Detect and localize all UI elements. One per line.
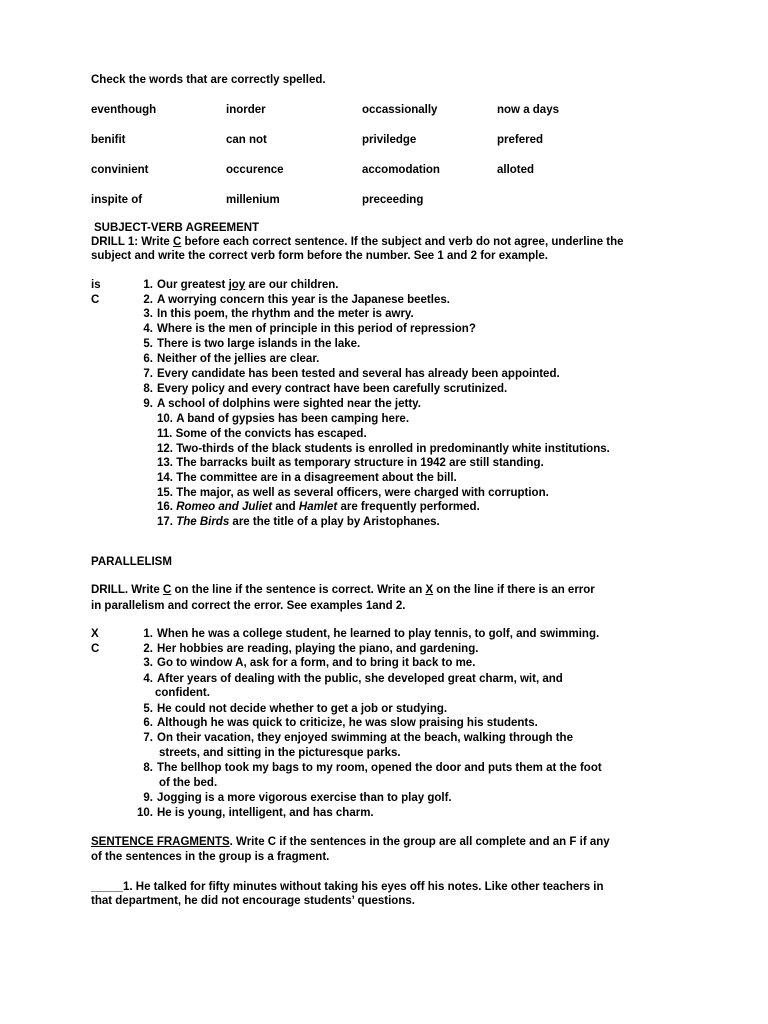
list-item: 10. He is young, intelligent, and has charm. — [137, 807, 374, 819]
fragments-instruction-line2: of the sentences in the group is a fragment. — [91, 851, 330, 863]
list-item: 9. Jogging is a more vigorous exercise than to play golf. — [143, 792, 452, 804]
list-item: 15. The major, as well as several officers, were charged with corruption. — [157, 487, 549, 499]
list-item: 16. Romeo and Juliet and Hamlet are frequently performed. — [157, 501, 480, 513]
list-item: X 1. When he was a college student, he learned to play tennis, to golf, and swimming. — [91, 628, 600, 640]
list-item-continuation: of the bed. — [159, 777, 218, 789]
list-item: 4. Where is the men of principle in this period of repression? — [143, 323, 476, 335]
spelling-word: alloted — [497, 164, 535, 176]
spelling-word: occassionally — [362, 104, 438, 116]
list-item: is 1. Our greatest joy are our children. — [91, 279, 339, 291]
list-item: 6. Neither of the jellies are clear. — [143, 353, 320, 365]
parallelism-heading: PARALLELISM — [91, 556, 172, 568]
list-item: 3. In this poem, the rhythm and the meter is awry. — [143, 308, 414, 320]
list-item: 7. Every candidate has been tested and several has already been appointed. — [143, 368, 560, 380]
parallelism-drill-line2: in parallelism and correct the error. See examples 1and 2. — [91, 600, 406, 612]
list-item-continuation: streets, and sitting in the picturesque parks. — [159, 747, 401, 759]
spelling-word: convinient — [91, 164, 149, 176]
spelling-word: can not — [226, 134, 267, 146]
list-item: 10. A band of gypsies has been camping here. — [157, 413, 410, 425]
spelling-word: benifit — [91, 134, 126, 146]
fragments-item-1: _____1. He talked for fifty minutes without taking his eyes off his notes. Like other teachers in — [91, 881, 604, 893]
list-item-continuation: confident. — [155, 687, 210, 699]
answer-mark: C — [91, 643, 100, 655]
spelling-word: inspite of — [91, 194, 143, 206]
list-item: 5. He could not decide whether to get a job or studying. — [143, 703, 448, 715]
answer-blank: _____ — [91, 881, 123, 893]
list-item: 7. On their vacation, they enjoyed swimming at the beach, walking through the — [143, 732, 573, 744]
sva-drill-line2: subject and write the correct verb form before the number. See 1 and 2 for example. — [91, 250, 548, 262]
list-item: 9. A school of dolphins were sighted near the jetty. — [143, 398, 421, 410]
list-item: 6. Although he was quick to criticize, he was slow praising his students. — [143, 717, 538, 729]
list-item: C 2. Her hobbies are reading, playing the piano, and gardening. — [91, 643, 479, 655]
list-item: 8. Every policy and every contract have been carefully scrutinized. — [143, 383, 508, 395]
spelling-word: prefered — [497, 134, 544, 146]
list-item: 14. The committee are in a disagreement about the bill. — [157, 472, 457, 484]
list-item: C 2. A worrying concern this year is the Japanese beetles. — [91, 294, 450, 306]
parallelism-drill-line1: DRILL. Write C on the line if the sentence is correct. Write an X on the line if there is an error — [91, 584, 595, 596]
sva-drill-line1: DRILL 1: Write C before each correct sentence. If the subject and verb do not agree, underline the — [91, 236, 624, 248]
list-item: 11. Some of the convicts has escaped. — [157, 428, 367, 440]
spelling-word: now a days — [497, 104, 559, 116]
answer-mark: is — [91, 279, 101, 291]
list-item: 17. The Birds are the title of a play by Aristophanes. — [157, 516, 440, 528]
spelling-word: millenium — [226, 194, 280, 206]
spelling-word: eventhough — [91, 104, 157, 116]
list-item: 12. Two-thirds of the black students is enrolled in predominantly white institutions. — [157, 443, 610, 455]
fragments-item-1-cont: that department, he did not encourage students’ questions. — [91, 895, 415, 907]
spelling-word: preceeding — [362, 194, 424, 206]
sva-heading: SUBJECT-VERB AGREEMENT — [94, 222, 260, 234]
spelling-word: inorder — [226, 104, 266, 116]
spelling-word: accomodation — [362, 164, 440, 176]
spelling-instruction: Check the words that are correctly spelled. — [91, 74, 326, 86]
fragments-instruction-line1: SENTENCE FRAGMENTS. Write C if the sentences in the group are all complete and an F if any — [91, 836, 610, 848]
spelling-word: occurence — [226, 164, 284, 176]
list-item: 8. The bellhop took my bags to my room, opened the door and puts them at the foot — [143, 762, 602, 774]
list-item: 5. There is two large islands in the lake. — [143, 338, 361, 350]
answer-mark: X — [91, 628, 99, 640]
list-item: 4. After years of dealing with the public, she developed great charm, wit, and — [143, 673, 563, 685]
fragments-heading: SENTENCE FRAGMENTS — [91, 836, 230, 848]
spelling-word: priviledge — [362, 134, 417, 146]
answer-mark: C — [91, 294, 100, 306]
list-item: 13. The barracks built as temporary structure in 1942 are still standing. — [157, 457, 544, 469]
list-item: 3. Go to window A, ask for a form, and to bring it back to me. — [143, 657, 476, 669]
